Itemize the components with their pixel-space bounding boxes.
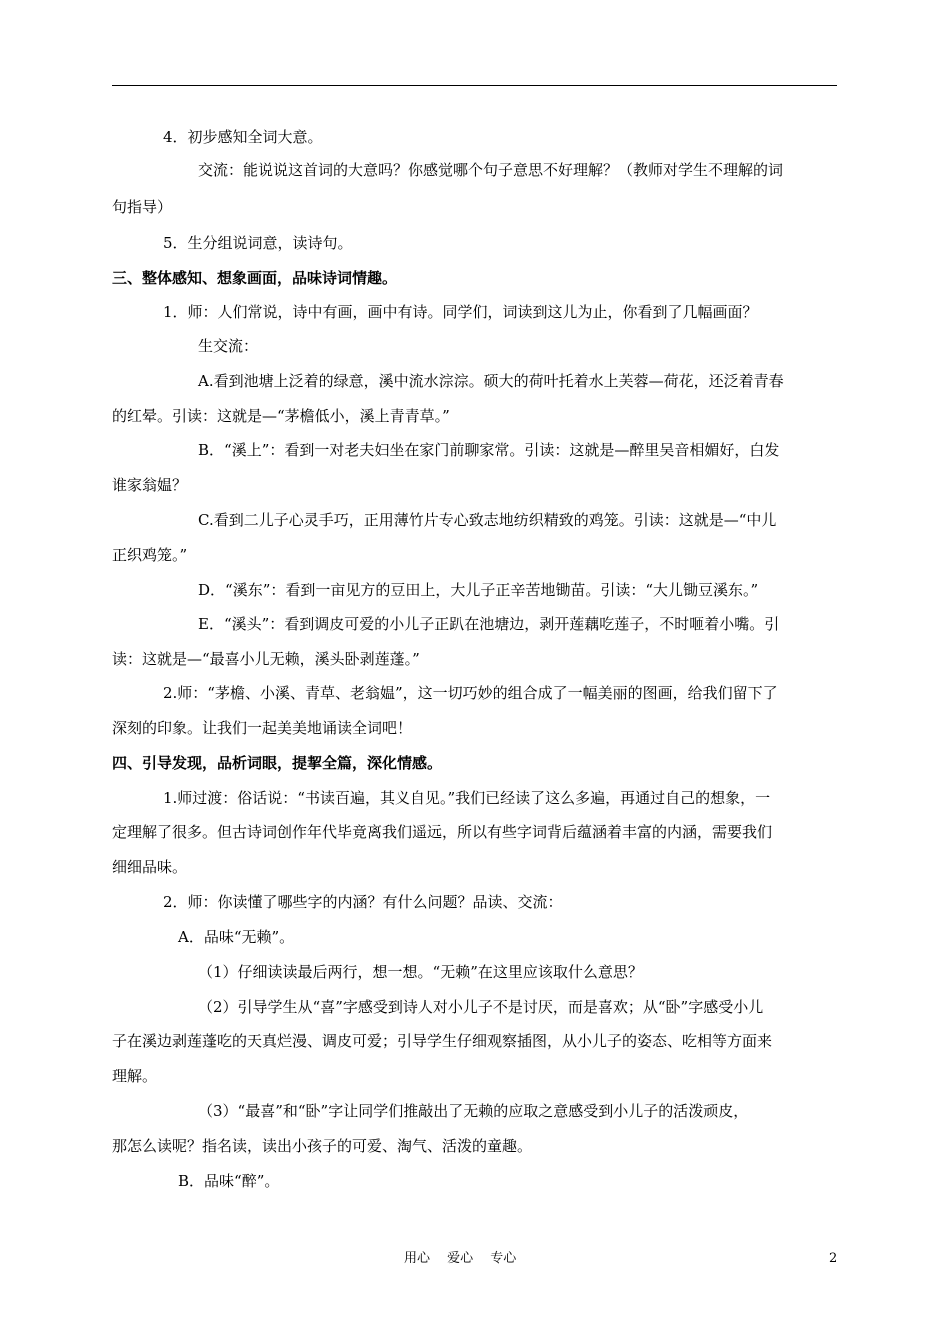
list-item: 5．生分组说词意，读诗句。 [163, 234, 353, 252]
list-item: （3）“最喜”和“卧”字让同学们推敲出了无赖的应取之意感受到小儿子的活泼顽皮， [198, 1102, 749, 1120]
paragraph-line: D．“溪东”：看到一亩见方的豆田上，大儿子正辛苦地锄苗。引读：“大儿锄豆溪东。” [198, 581, 759, 599]
page-number: 2 [829, 1251, 838, 1266]
paragraph-line: A.看到池塘上泛着的绿意，溪中流水淙淙。硕大的荷叶托着水上芙蓉—荷花，还泛着青春 [198, 372, 784, 390]
list-item: 4．初步感知全词大意。 [163, 128, 323, 146]
paragraph-line: 定理解了很多。但古诗词创作年代毕竟离我们遥远，所以有些字词背后蕴涵着丰富的内涵，需要我们 [112, 823, 773, 841]
paragraph-line: 那怎么读呢？指名读，读出小孩子的可爱、淘气、活泼的童趣。 [112, 1137, 533, 1155]
section-heading: 四、引导发现，品析词眼，提挈全篇，深化情感。 [112, 754, 443, 772]
paragraph-line: C.看到二儿子心灵手巧，正用薄竹片专心致志地纺织精致的鸡笼。引读：这就是—“中儿 [198, 511, 777, 529]
list-item: （2）引导学生从“喜”字感受到诗人对小儿子不是讨厌，而是喜欢；从“卧”字感受小儿 [198, 998, 764, 1016]
paragraph-line: 正织鸡笼。” [112, 546, 188, 564]
paragraph-line: 细细品味。 [112, 858, 188, 876]
paragraph-line: 2．师：你读懂了哪些字的内涵？有什么问题？品读、交流： [163, 893, 563, 911]
list-item: B．品味“醉”。 [178, 1172, 280, 1190]
paragraph-line: 的红晕。引读：这就是—“茅檐低小，溪上青青草。” [112, 407, 450, 425]
paragraph-line: 交流：能说说这首词的大意吗？你感觉哪个句子意思不好理解？（教师对学生不理解的词 [198, 161, 784, 179]
paragraph-line: 子在溪边剥莲蓬吃的天真烂漫、调皮可爱；引导学生仔细观察插图，从小儿子的姿态、吃相等方面来 [112, 1032, 773, 1050]
paragraph-line: 生交流： [198, 337, 259, 355]
paragraph-line: 理解。 [112, 1067, 158, 1085]
footer-motto: 用心 爱心 专心 [404, 1251, 517, 1266]
paragraph-line: 1.师过渡：俗话说：“书读百遍，其义自见。”我们已经读了这么多遍，再通过自己的想象，一 [163, 789, 771, 807]
paragraph-line: 谁家翁媪？ [112, 476, 188, 494]
list-item: A．品味“无赖”。 [178, 928, 295, 946]
header-rule [112, 85, 837, 86]
paragraph-line: 深刻的印象。让我们一起美美地诵读全词吧！ [112, 719, 413, 737]
paragraph-line: 句指导） [112, 198, 173, 216]
paragraph-line: E．“溪头”：看到调皮可爱的小儿子正趴在池塘边，剥开莲藕吃莲子，不时咂着小嘴。引 [198, 615, 780, 633]
section-heading: 三、整体感知、想象画面，品味诗词情趣。 [112, 269, 398, 287]
list-item: （1）仔细读读最后两行，想一想。“无赖”在这里应该取什么意思？ [198, 963, 643, 981]
paragraph-line: 读：这就是—“最喜小儿无赖，溪头卧剥莲蓬。” [112, 650, 420, 668]
paragraph-line: 2.师：“茅檐、小溪、青草、老翁媪”，这一切巧妙的组合成了一幅美丽的图画，给我们留下了 [163, 684, 778, 702]
paragraph-line: B．“溪上”：看到一对老夫妇坐在家门前聊家常。引读：这就是—醉里吴音相媚好，白发 [198, 441, 780, 459]
paragraph-line: 1．师：人们常说，诗中有画，画中有诗。同学们，词读到这儿为止，你看到了几幅画面？ [163, 303, 758, 321]
